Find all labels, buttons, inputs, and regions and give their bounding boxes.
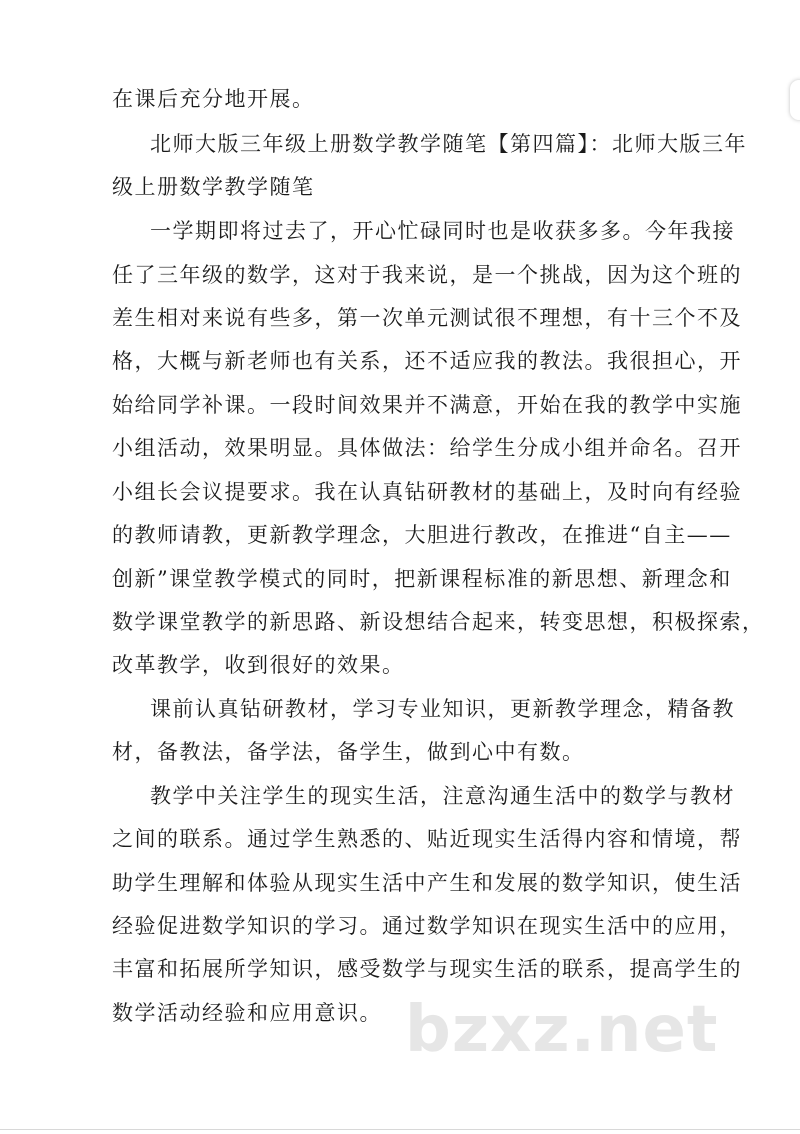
text-line: 经验促进数学知识的学习。通过数学知识在现实生活中的应用， [112, 914, 742, 938]
text-line: 数学课堂教学的新思路、新设想结合起来，转变思想，积极探索， [112, 610, 765, 634]
text-line: 的教师请教，更新教学理念，大胆进行教改，在推进“自主—— [112, 523, 732, 547]
text-line: 助学生理解和体验从现实生活中产生和发展的数学知识，使生活 [112, 871, 742, 895]
text-line: 改革教学，收到很好的效果。 [112, 653, 405, 677]
text-line: 创新”课堂教学模式的同时，把新课程标准的新思想、新理念和 [112, 567, 732, 591]
text-line: 小组活动，效果明显。具体做法：给学生分成小组并命名。召开 [112, 436, 742, 460]
text-line: 丰富和拓展所学知识，感受数学与现实生活的联系，提高学生的 [112, 957, 742, 981]
page-bottom-edge [0, 1129, 800, 1130]
text-line: 课前认真钻研教材，学习专业知识，更新教学理念，精备教 [150, 697, 735, 721]
text-line: 任了三年级的数学，这对于我来说，是一个挑战，因为这个班的 [112, 263, 742, 287]
text-line: 北师大版三年级上册数学教学随笔【第四篇】：北师大版三年 [150, 132, 747, 156]
watermark: bzxz.net [405, 993, 719, 1067]
text-line: 格，大概与新老师也有关系，还不适应我的教法。我很担心，开 [112, 349, 742, 373]
text-line: 一学期即将过去了，开心忙碌同时也是收获多多。今年我接 [150, 219, 735, 243]
text-line: 差生相对来说有些多，第一次单元测试很不理想，有十三个不及 [112, 306, 742, 330]
text-line: 小组长会议提要求。我在认真钻研教材的基础上，及时向有经验 [112, 480, 742, 504]
text-line: 之间的联系。通过学生熟悉的、贴近现实生活得内容和情境，帮 [112, 827, 742, 851]
text-line: 级上册数学教学随笔 [112, 175, 315, 199]
text-line: 教学中关注学生的现实生活，注意沟通生活中的数学与教材 [150, 784, 735, 808]
text-line: 材，备教法，备学法，备学生，做到心中有数。 [112, 740, 585, 764]
text-line: 在课后充分地开展。 [112, 87, 315, 111]
scroll-handle[interactable] [790, 80, 800, 120]
text-line: 数学活动经验和应用意识。 [112, 1001, 382, 1025]
text-line: 始给同学补课。一段时间效果并不满意，开始在我的教学中实施 [112, 393, 742, 417]
